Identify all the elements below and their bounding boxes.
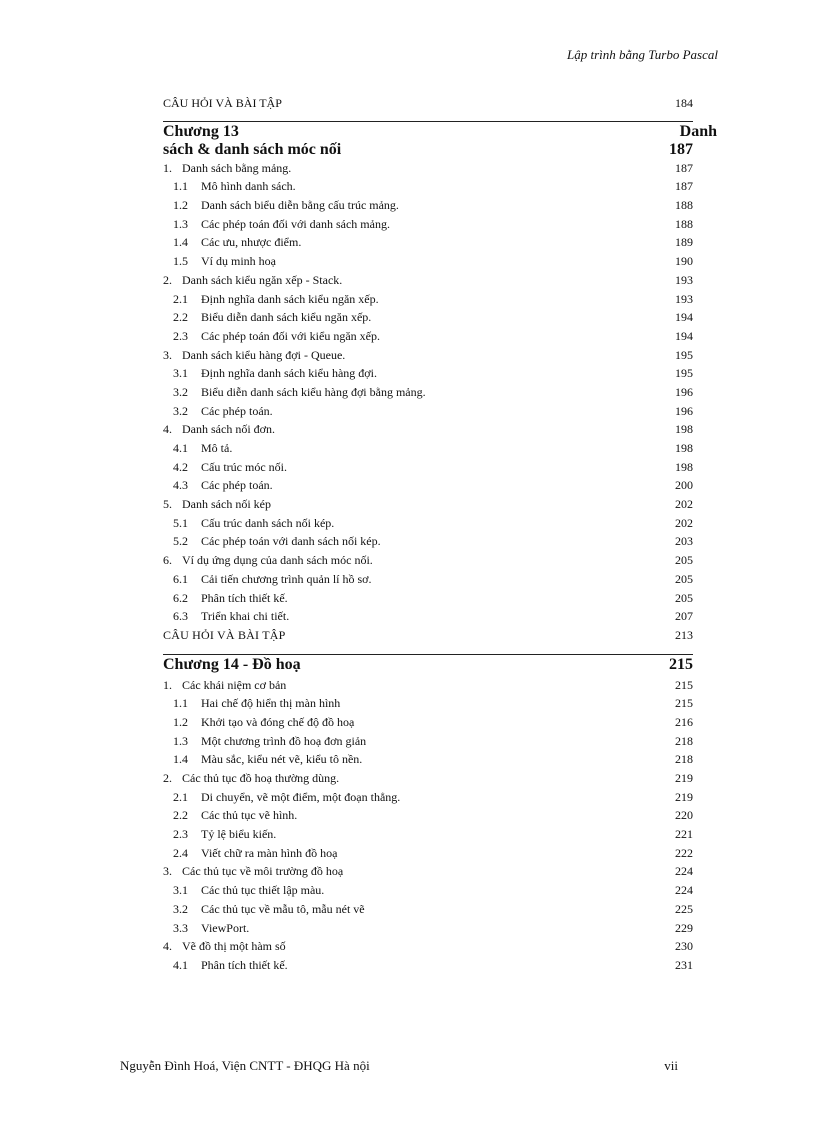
toc-entry-label: Các phép toán. — [201, 403, 273, 418]
toc-entry — [163, 589, 693, 608]
toc-entry-text — [173, 215, 390, 234]
toc-entry-number: 5.2 — [173, 534, 188, 549]
chapter-13-title-word: Danh — [679, 122, 717, 140]
toc-entry — [163, 327, 693, 346]
toc-entry-page: 196 — [675, 403, 693, 418]
toc-entry-text — [173, 900, 365, 919]
toc-entry-page: 205 — [675, 590, 693, 605]
toc-entry — [163, 713, 693, 732]
toc-entry — [163, 196, 693, 215]
toc-entry-questions — [163, 626, 693, 645]
toc-entry-text — [163, 769, 339, 788]
toc-entry-page: 198 — [675, 459, 693, 474]
toc-entry-text — [173, 881, 324, 900]
toc-entry-page: 187 — [675, 160, 693, 175]
toc-entry-page: 190 — [675, 254, 693, 269]
toc-entry-number: 2.3 — [173, 827, 188, 842]
toc-entry — [163, 788, 693, 807]
toc-entry-label: Định nghĩa danh sách kiểu ngăn xếp. — [201, 291, 379, 306]
toc-entry-number: 4.1 — [173, 957, 188, 972]
toc-entry — [163, 458, 693, 477]
toc-entry-label: Một chương trình đồ hoạ đơn giản — [201, 733, 367, 748]
chapter-14-entries — [163, 676, 693, 975]
toc-entry-number: 6. — [163, 553, 172, 568]
toc-entry-page: 230 — [675, 939, 693, 954]
toc-entry — [163, 844, 693, 863]
toc-entry-page: 202 — [675, 515, 693, 530]
toc-entry-number: 1.4 — [173, 235, 188, 250]
toc-entry-text — [173, 806, 297, 825]
toc-entry-text — [173, 476, 273, 495]
toc-entry-label: Khởi tạo và đóng chế độ đồ hoạ — [201, 714, 355, 729]
toc-entry-page: 195 — [675, 366, 693, 381]
toc-entry-label: Các khái niệm cơ bản — [182, 677, 287, 692]
toc-entry-number: 4.2 — [173, 459, 188, 474]
toc-entry-page: 187 — [675, 179, 693, 194]
chapter-13-heading — [163, 121, 717, 159]
toc-entry-text — [163, 551, 373, 570]
toc-entry-label: Mô tả. — [201, 441, 233, 455]
toc-entry-page: 224 — [675, 864, 693, 879]
toc-entry-page: 193 — [675, 291, 693, 306]
toc-entry-text — [173, 825, 276, 844]
toc-entry-page: 194 — [675, 328, 693, 343]
toc-entry-text — [163, 676, 286, 695]
table-of-contents — [163, 94, 717, 975]
toc-entry — [163, 252, 693, 271]
toc-entry-text — [173, 439, 232, 458]
toc-entry-text — [173, 327, 380, 346]
toc-entry-number: 2. — [163, 771, 172, 785]
toc-entry-label: Phân tích thiết kế. — [201, 590, 288, 605]
toc-entry-page: 215 — [675, 677, 693, 692]
toc-entry-text — [173, 532, 381, 551]
toc-entry — [163, 551, 693, 570]
chapter-13-entries — [163, 159, 693, 626]
toc-entry-text — [173, 402, 273, 421]
toc-entry-number: 2.2 — [173, 310, 188, 325]
toc-entry-text — [163, 346, 345, 365]
toc-entry — [163, 881, 693, 900]
toc-entry — [163, 476, 693, 495]
toc-entry-label: Các phép toán đối với danh sách mảng. — [201, 216, 390, 231]
toc-entry-number: 1.4 — [173, 752, 188, 767]
toc-entry-page: 219 — [675, 771, 693, 785]
chapter-14-page: 215 — [669, 655, 693, 673]
toc-entry-number: 3.1 — [173, 366, 188, 381]
toc-entry-text — [173, 589, 288, 608]
toc-entry-number: 5.1 — [173, 515, 188, 530]
toc-entry-number: 1. — [163, 160, 172, 175]
toc-entry-label: Các thủ tục thiết lập màu. — [201, 883, 325, 898]
toc-entry-text — [173, 607, 289, 626]
toc-entry-page: 193 — [675, 272, 693, 287]
toc-entry-number: 3. — [163, 347, 172, 362]
toc-entry-label: Phân tích thiết kế. — [201, 957, 288, 972]
toc-entry-label: Viết chữ ra màn hình đồ hoạ — [201, 845, 338, 860]
toc-entry — [163, 177, 693, 196]
toc-entry — [163, 346, 693, 365]
toc-entry-number: 1.3 — [173, 733, 188, 748]
toc-entry-number: 1.1 — [173, 696, 188, 711]
toc-entry-text — [173, 844, 337, 863]
toc-entry — [163, 439, 693, 458]
toc-entry-text — [173, 364, 377, 383]
toc-entry — [163, 919, 693, 938]
toc-entry-number: 2.1 — [173, 291, 188, 306]
toc-entry-page: 231 — [675, 957, 693, 972]
toc-entry-label: Vẽ đồ thị một hàm số — [182, 939, 286, 954]
toc-entry-label: Danh sách bằng mảng. — [182, 160, 292, 175]
toc-entry — [163, 825, 693, 844]
toc-entry-text — [163, 159, 291, 178]
toc-entry-number: 4. — [163, 939, 172, 954]
toc-entry — [163, 570, 693, 589]
toc-entry-page: 205 — [675, 553, 693, 568]
toc-entry — [163, 532, 693, 551]
toc-entry-label: Ví dụ minh hoạ — [201, 254, 276, 269]
toc-entry-number: 2.1 — [173, 789, 188, 804]
footer-author: Nguyễn Đình Hoá, Viện CNTT - ĐHQG Hà nội — [120, 1058, 370, 1073]
toc-entry-label: Các thủ tục về môi trường đồ hoạ — [182, 864, 344, 879]
toc-entry-text — [163, 420, 275, 439]
toc-entry-label: Danh sách nối đơn. — [182, 422, 275, 437]
toc-entry-label: Hai chế độ hiển thị màn hình — [201, 696, 341, 711]
toc-entry-number: 1.2 — [173, 714, 188, 729]
toc-entry — [163, 290, 693, 309]
toc-entry-number: 1.2 — [173, 198, 188, 213]
toc-entry-text — [173, 252, 276, 271]
toc-entry-page: 196 — [675, 384, 693, 399]
toc-entry-number: 1. — [163, 677, 172, 692]
toc-entry-text — [173, 788, 400, 807]
toc-entry-label: Triển khai chi tiết. — [201, 609, 290, 624]
toc-entry-number: 2.2 — [173, 808, 188, 823]
chapter-14-heading — [163, 654, 693, 674]
toc-entry-number: 2.4 — [173, 845, 188, 860]
toc-entry-page: 220 — [675, 808, 693, 823]
toc-entry-text — [163, 271, 342, 290]
toc-entry — [163, 215, 693, 234]
toc-entry-text — [173, 196, 399, 215]
toc-entry-label: Các thủ tục đồ hoạ thường dùng. — [182, 771, 340, 785]
toc-entry — [163, 937, 693, 956]
toc-entry-label: Danh sách kiểu hàng đợi - Queue. — [182, 347, 346, 362]
toc-entry-page: 198 — [675, 422, 693, 437]
running-title: Lập trình bằng Turbo Pascal — [567, 47, 718, 62]
toc-entry-label: Cấu trúc móc nối. — [201, 459, 287, 474]
toc-entry-number: 6.1 — [173, 571, 188, 586]
toc-entry-page: 221 — [675, 827, 693, 842]
toc-entry — [163, 900, 693, 919]
chapter-13-title-line1: Chương 13 — [163, 122, 239, 140]
toc-entry-label: Các ưu, nhược điểm. — [201, 235, 302, 250]
toc-entry-label: Các phép toán với danh sách nối kép. — [201, 534, 381, 549]
toc-entry-page: 213 — [675, 627, 693, 642]
footer-page-number: vii — [664, 1058, 678, 1073]
toc-entry-number: 3.3 — [173, 920, 188, 935]
toc-entry-text — [173, 458, 287, 477]
toc-entry — [163, 806, 693, 825]
toc-entry-number: 6.2 — [173, 590, 188, 605]
toc-entry-number: 3.1 — [173, 883, 188, 898]
toc-entry-number: 1.5 — [173, 254, 188, 269]
toc-entry-page: 219 — [675, 789, 693, 804]
toc-entry — [163, 271, 693, 290]
toc-entry-number: 3.2 — [173, 384, 188, 399]
toc-entry-number: 6.3 — [173, 609, 188, 624]
toc-entry-label: Danh sách biểu diễn bằng cấu trúc mảng. — [201, 198, 399, 213]
toc-entry-text — [173, 956, 288, 975]
toc-entry-text — [173, 383, 426, 402]
toc-entry-page: 188 — [675, 198, 693, 213]
toc-entry-page: 216 — [675, 714, 693, 729]
toc-entry-label: Danh sách kiểu ngăn xếp - Stack. — [182, 272, 343, 287]
toc-entry-page: 224 — [675, 883, 693, 898]
toc-entry-label: Màu sắc, kiểu nét vẽ, kiểu tô nền. — [201, 752, 363, 767]
toc-entry — [163, 956, 693, 975]
toc-entry-label: Các phép toán. — [201, 478, 273, 493]
toc-entry-text — [173, 732, 366, 751]
toc-entry-page: 194 — [675, 310, 693, 325]
toc-entry-number: 1.1 — [173, 179, 188, 194]
chapter-13-title-line2: sách & danh sách móc nối — [163, 140, 342, 158]
toc-entry-number: 1.3 — [173, 216, 188, 231]
toc-entry-text — [173, 233, 301, 252]
toc-entry-label: Mô hình danh sách. — [201, 179, 296, 194]
toc-entry — [163, 862, 693, 881]
toc-entry — [163, 732, 693, 751]
toc-entry — [163, 159, 693, 178]
chapter-13-page: 187 — [669, 140, 693, 158]
toc-entry-number: 3. — [163, 864, 172, 879]
toc-entry-label: CÂU HỎI VÀ BÀI TẬP — [163, 627, 286, 642]
toc-entry-page: 205 — [675, 571, 693, 586]
toc-entry-label: CÂU HỎI VÀ BÀI TẬP — [163, 96, 282, 110]
toc-entry-page: 225 — [675, 901, 693, 916]
toc-entry-label: Ví dụ ứng dụng của danh sách móc nối. — [182, 553, 373, 568]
toc-entry-number: 4.3 — [173, 478, 188, 493]
toc-entry — [163, 420, 693, 439]
toc-entry-label: Định nghĩa danh sách kiểu hàng đợi. — [201, 366, 377, 381]
toc-entry-page: 184 — [675, 96, 693, 110]
toc-entry-text — [173, 919, 249, 938]
chapter-14-title: Chương 14 - Đồ hoạ — [163, 655, 301, 673]
toc-entry-label: ViewPort. — [201, 920, 250, 935]
toc-entry-text — [163, 862, 343, 881]
toc-entry-label: Biểu diễn danh sách kiểu hàng đợi bằng mảng. — [201, 384, 426, 399]
toc-entry — [163, 364, 693, 383]
toc-entry-number: 3.2 — [173, 403, 188, 418]
toc-entry-page: 218 — [675, 752, 693, 767]
toc-entry-page: 207 — [675, 609, 693, 624]
toc-entry — [163, 607, 693, 626]
toc-entry — [163, 514, 693, 533]
toc-entry-page: 222 — [675, 845, 693, 860]
toc-entry-page: 189 — [675, 235, 693, 250]
toc-entry-page: 198 — [675, 441, 693, 455]
toc-entry-number: 2.3 — [173, 328, 188, 343]
toc-entry-text — [173, 713, 354, 732]
toc-entry — [163, 676, 693, 695]
toc-entry-label: Cấu trúc danh sách nối kép. — [201, 515, 335, 530]
toc-entry-page: 202 — [675, 497, 693, 512]
toc-entry-text — [173, 750, 362, 769]
toc-entry — [163, 495, 693, 514]
toc-entry-number: 2. — [163, 272, 172, 287]
toc-entry-text — [173, 694, 340, 713]
toc-entry-text — [173, 308, 371, 327]
toc-entry-number: 4. — [163, 422, 172, 437]
toc-entry — [163, 383, 693, 402]
toc-entry-text — [163, 937, 286, 956]
toc-entry-page: 229 — [675, 920, 693, 935]
toc-entry-label: Các phép toán đối với kiểu ngăn xếp. — [201, 328, 380, 343]
toc-entry-page: 200 — [675, 478, 693, 493]
toc-entry-page: 188 — [675, 216, 693, 231]
toc-entry-page: 203 — [675, 534, 693, 549]
toc-entry-questions — [163, 94, 693, 113]
toc-entry-text — [173, 570, 372, 589]
toc-entry-label: Cải tiến chương trình quản lí hồ sơ. — [201, 571, 372, 586]
toc-entry-label: Biểu diễn danh sách kiểu ngăn xếp. — [201, 310, 372, 325]
toc-entry-text — [173, 290, 379, 309]
toc-entry-number: 3.2 — [173, 901, 188, 916]
toc-entry-label: Các thủ tục về mẫu tô, mẫu nét vẽ — [201, 901, 365, 916]
toc-entry — [163, 769, 693, 788]
toc-entry — [163, 402, 693, 421]
toc-entry — [163, 308, 693, 327]
toc-entry-number: 5. — [163, 497, 172, 512]
toc-entry-text — [173, 177, 296, 196]
toc-entry — [163, 233, 693, 252]
toc-entry-label: Các thủ tục vẽ hình. — [201, 808, 298, 823]
toc-entry-page: 195 — [675, 347, 693, 362]
toc-entry-label: Tỷ lệ biểu kiến. — [201, 827, 277, 842]
toc-entry-number: 4.1 — [173, 441, 188, 455]
toc-entry-page: 215 — [675, 696, 693, 711]
toc-entry-label: Di chuyển, vẽ một điểm, một đoạn thẳng. — [201, 789, 401, 804]
toc-entry-page: 218 — [675, 733, 693, 748]
toc-entry-text — [173, 514, 334, 533]
toc-entry — [163, 750, 693, 769]
toc-entry — [163, 694, 693, 713]
toc-entry-text — [163, 495, 271, 514]
toc-entry-label: Danh sách nối kép — [182, 497, 271, 512]
